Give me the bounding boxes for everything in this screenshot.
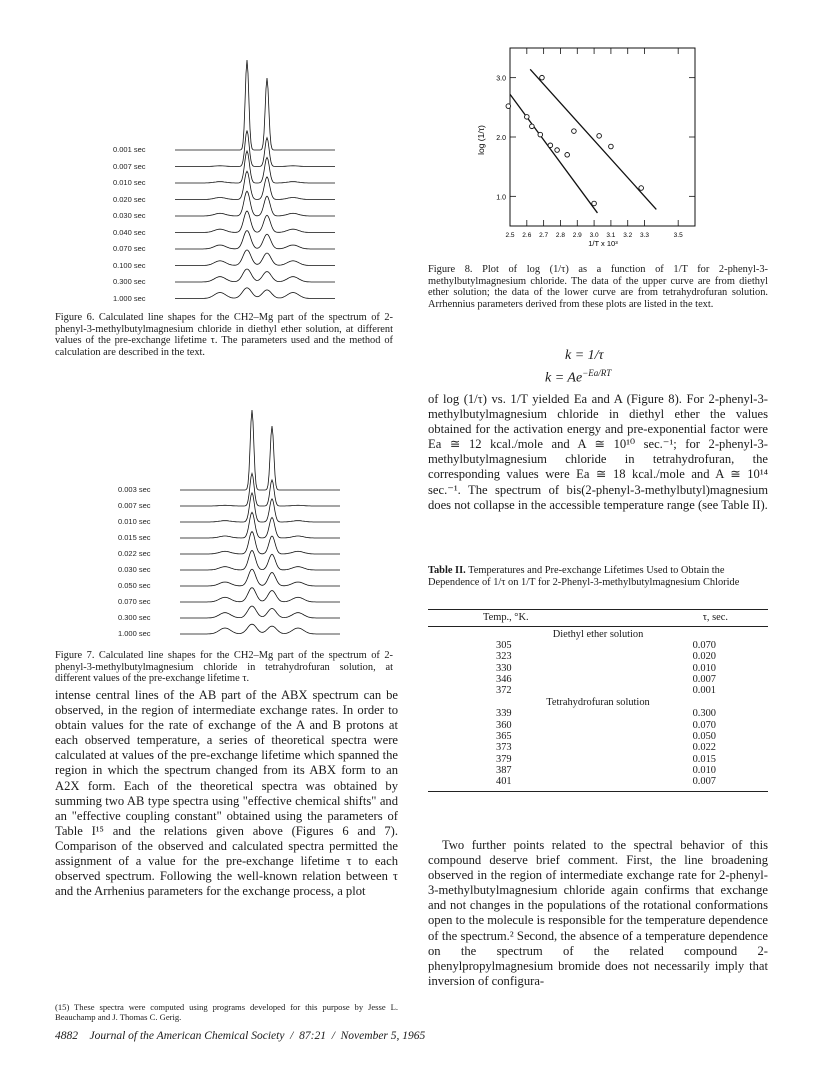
table-row [428, 776, 768, 787]
figure-7-caption: Figure 7. Calculated line shapes for the CH2–Mg part of the spectrum of 2-phenyl-3-methylbutylmagnesium chloride in tetrahydrofuran solution, at different values of the pre-exchange lifetime τ. [55, 650, 393, 685]
spectrum-label: 0.022 sec [118, 549, 151, 558]
figure-8-plot [470, 40, 700, 255]
table-2-title [428, 565, 768, 588]
x-tick-label: 2.7 [539, 232, 549, 239]
spectrum-trace [175, 191, 335, 216]
table-cell-tau: 0.010 [692, 662, 716, 674]
table-2-group-ether: Diethyl ether solution [552, 629, 644, 640]
figure-8-caption: Figure 8. Plot of log (1/τ) as a function of 1/T for 2-phenyl-3-methylbutylmagnesium chloride. The data of the upper curve are from diethyl ether solution; the data of the lower curve are from tetrahydrofuran solution. Arrhennius parameters derived from these plots are listed in the text. [428, 264, 768, 310]
page-footer: 4882 Journal of the American Chemical Society / 87:21 / November 5, 1965 [55, 1030, 426, 1042]
data-point [565, 153, 570, 158]
table-row [428, 663, 768, 674]
equation-arrhenius-exponent: −Ea/RT [582, 368, 612, 378]
spectrum-label: 0.300 sec [118, 613, 151, 622]
x-tick-label: 3.0 [589, 232, 599, 239]
table-cell-tau: 0.007 [692, 673, 716, 685]
data-point [548, 143, 553, 148]
equation-arrhenius-base: k = Ae [545, 370, 583, 386]
table-row [428, 720, 768, 731]
table-cell-tau: 0.007 [692, 776, 716, 788]
table-cell-temp: 305 [496, 640, 512, 651]
data-point [597, 134, 602, 139]
data-point [506, 104, 511, 109]
table-cell-tau: 0.001 [692, 685, 716, 697]
spectrum-label: 0.020 sec [113, 194, 146, 204]
table-cell-tau: 0.015 [692, 753, 716, 765]
spectrum-label: 0.050 sec [118, 581, 151, 590]
spectrum-trace [175, 151, 335, 183]
spectrum-trace [180, 512, 340, 538]
x-tick-label: 3.3 [640, 232, 650, 239]
table-row [428, 742, 768, 753]
table-cell-temp: 346 [496, 673, 512, 685]
spectrum-trace [180, 569, 340, 586]
y-tick-label: 1.0 [496, 194, 506, 202]
spectrum-label: 0.300 sec [113, 277, 146, 286]
spectrum-label: 0.070 sec [118, 597, 151, 606]
spectrum-label: 0.070 sec [113, 244, 146, 253]
spectrum-trace [180, 410, 340, 490]
table-cell-temp: 330 [496, 662, 512, 674]
data-point [609, 144, 614, 149]
table-cell-tau: 0.050 [692, 731, 716, 743]
table-row [428, 765, 768, 776]
fit-line [510, 94, 597, 213]
data-point [538, 132, 543, 137]
figure-6-caption: Figure 6. Calculated line shapes for the CH2–Mg part of the spectrum of 2-phenyl-3-methylbutylmagnesium chloride in diethyl ether solution, at different values of the pre-exchange lifetime τ. The parameters used and the method of calculation are described in the text. [55, 312, 393, 358]
table-cell-temp: 372 [496, 685, 512, 697]
figure-6-spectra [175, 40, 345, 310]
spectrum-trace [180, 624, 340, 634]
spectrum-label: 0.030 sec [113, 211, 146, 220]
figure-7-spectra [180, 398, 350, 648]
table-cell-temp: 379 [496, 753, 512, 765]
plot-frame [510, 48, 695, 226]
data-point [540, 75, 545, 80]
table-2-col-temp: Temp., °K. [483, 612, 529, 623]
table-cell-temp: 401 [496, 776, 512, 788]
table-cell-tau: 0.022 [692, 742, 716, 754]
spectrum-label: 0.030 sec [118, 565, 151, 574]
spectrum-label: 0.015 sec [118, 533, 151, 542]
x-tick-label: 3.5 [673, 232, 683, 239]
equation-arrhenius [545, 368, 611, 387]
spectrum-trace [180, 532, 340, 555]
spectrum-label: 0.010 sec [118, 517, 151, 526]
footnote-15: (15) These spectra were computed using programs developed for this purpose by Jesse L. Beauchamp and J. Thomas C. Gerig. [55, 1002, 398, 1022]
x-tick-label: 2.9 [572, 232, 582, 239]
table-row [428, 651, 768, 662]
spectrum-trace [180, 493, 340, 522]
body-paragraph-right-2: Two further points related to the spectral behavior of this compound deserve brief comment. First, the line broadening observed in the region of intermediate exchange rate for 2-phenyl-3-methylbutylmagnesium chloride again confirms that exchange and not changes in the populations of the rotational conformations open to the molecule is responsible for the temperature dependence of the spectrum.² Second, the absence of a temperature dependence on the spectrum of the related compound 2-phenylpropylmagnesium bromide does not necessarily imply that inversion of configura- [428, 838, 768, 988]
data-point [525, 115, 530, 120]
fit-line [530, 69, 656, 209]
table-cell-temp: 387 [496, 764, 512, 776]
spectrum-label: 1.000 sec [113, 293, 146, 303]
table-row [428, 731, 768, 742]
x-tick-label: 3.1 [606, 232, 616, 239]
body-paragraph-right-1: of log (1/τ) vs. 1/T yielded Ea and A (Figure 8). For 2-phenyl-3-methylbutylmagnesium chloride in diethyl ether the values obtained for the activation energy and pre-exponential factor were Ea ≅ 12 kcal./mole and A ≅ 10¹⁰ sec.⁻¹; for 2-phenyl-3-methylbutylmagnesium chloride in tetrahydrofuran, the corresponding values were Ea ≅ 18 kcal./mole and A ≅ 10¹⁴ sec.⁻¹. The spectrum of bis(2-phenyl-3-methylbutyl)magnesium does not collapse in the accessible temperature range (see Table II). [428, 392, 768, 512]
table-cell-tau: 0.010 [692, 764, 716, 776]
spectrum-trace [175, 269, 335, 282]
table-cell-tau: 0.070 [692, 640, 716, 651]
table-2-title-label: Table II. [428, 565, 466, 576]
table-row [428, 685, 768, 696]
table-2-col-tau: τ, sec. [702, 612, 728, 623]
spectrum-label: 0.100 sec [113, 260, 146, 270]
y-axis-label: log (1/τ) [476, 125, 486, 155]
table-cell-temp: 373 [496, 742, 512, 754]
table-cell-temp: 360 [496, 719, 512, 731]
table-2-rows-ether [428, 640, 768, 696]
spectrum-label: 0.001 sec [113, 145, 146, 154]
table-cell-tau: 0.300 [692, 708, 716, 720]
table-2-rows-thf [428, 708, 768, 787]
table-cell-temp: 323 [496, 651, 512, 663]
spectrum-trace [175, 288, 335, 299]
spectrum-trace [175, 211, 335, 233]
spectrum-trace [175, 231, 335, 249]
table-row [428, 674, 768, 685]
table-cell-temp: 365 [496, 731, 512, 743]
spectrum-trace [180, 606, 340, 618]
spectrum-label: 1.000 sec [118, 629, 151, 638]
table-cell-tau: 0.070 [692, 719, 716, 731]
data-point [592, 201, 597, 206]
spectrum-label: 0.040 sec [113, 227, 146, 237]
spectrum-label: 0.003 sec [118, 485, 151, 494]
x-tick-label: 2.6 [522, 232, 532, 239]
spectrum-label: 0.007 sec [113, 161, 146, 171]
data-point [572, 129, 577, 134]
spectrum-trace [175, 60, 335, 150]
table-2 [428, 609, 768, 792]
spectrum-trace [175, 131, 335, 167]
data-point [639, 186, 644, 191]
spectrum-trace [180, 588, 340, 602]
spectrum-trace [175, 171, 335, 199]
x-axis-label: 1/T x 10³ [588, 239, 618, 248]
spectrum-label: 0.010 sec [113, 178, 146, 187]
table-row [428, 754, 768, 765]
y-tick-label: 3.0 [496, 75, 506, 83]
table-2-title-text: Temperatures and Pre-exchange Lifetimes Used to Obtain the Dependence of 1/τ on 1/T for 2-Phenyl-3-methylbutylmagnesium Chloride [428, 565, 740, 588]
table-row [428, 708, 768, 719]
table-cell-tau: 0.020 [692, 651, 716, 663]
data-point [555, 148, 560, 153]
x-tick-label: 2.8 [555, 232, 565, 239]
x-tick-label: 3.2 [623, 232, 633, 239]
y-tick-label: 2.0 [496, 135, 506, 142]
spectrum-trace [175, 250, 335, 266]
table-row [428, 640, 768, 651]
spectrum-label: 0.007 sec [118, 501, 151, 510]
data-point [530, 124, 535, 129]
body-paragraph-left: intense central lines of the AB part of the ABX spectrum can be observed, in the region of intermediate exchange rates. In order to obtain values for the rate of exchange of the A and B protons at each observed temperature, a series of theoretical spectra were calculated at values of the pre-exchange lifetime which spanned the region in which the spectrum changed from its ABX form to an A2X form. Each of the theoretical spectra was obtained by summing two AB type spectra using "effective chemical shifts" and an "effective coupling constant" obtained using the parameters of Table I¹⁵ and the relations given above (Figures 6 and 7). Comparison of the observed and calculated spectra permitted the assignment of a value for the pre-exchange lifetime τ to each observed spectrum. Following the well-known relation between τ and the Arrhenius parameters for the exchange process, a plot [55, 688, 398, 899]
table-2-group-thf: Tetrahydrofuran solution [546, 697, 650, 709]
x-tick-label: 2.5 [505, 232, 515, 239]
equation-k-tau: k = 1/τ [565, 348, 604, 363]
table-cell-temp: 339 [496, 708, 512, 720]
